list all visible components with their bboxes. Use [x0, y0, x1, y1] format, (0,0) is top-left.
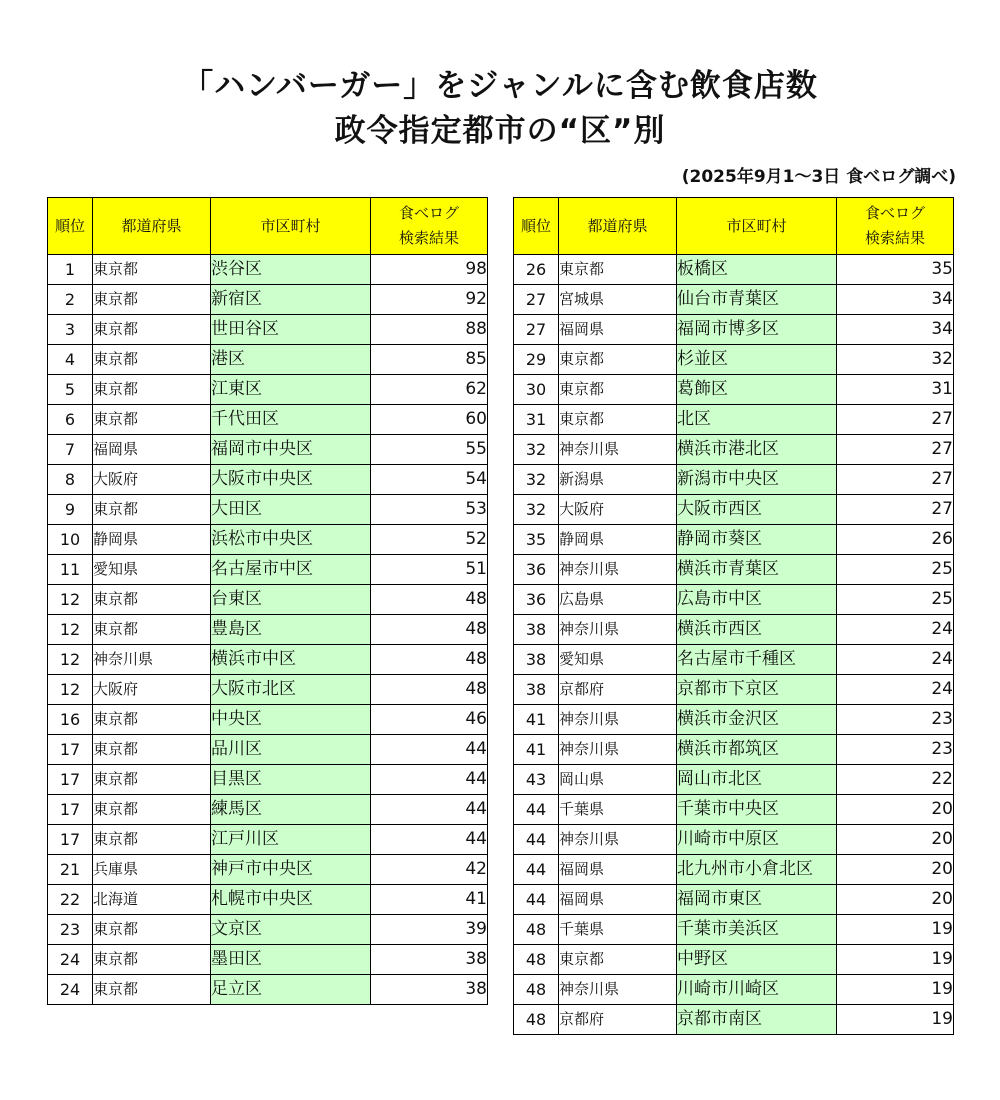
city-cell: 新潟市中央区 — [677, 465, 837, 495]
count-cell: 60 — [371, 405, 488, 435]
rank-cell: 41 — [514, 705, 559, 735]
rank-cell: 43 — [514, 765, 559, 795]
rank-cell: 17 — [48, 765, 93, 795]
prefecture-cell: 東京都 — [93, 795, 211, 825]
table-row — [514, 465, 954, 495]
city-cell: 江戸川区 — [211, 825, 371, 855]
table-row — [514, 975, 954, 1005]
count-cell: 24 — [837, 645, 954, 675]
rank-cell: 12 — [48, 645, 93, 675]
city-cell: 豊島区 — [211, 615, 371, 645]
rank-cell: 38 — [514, 675, 559, 705]
rank-cell: 9 — [48, 495, 93, 525]
city-cell: 福岡市博多区 — [677, 315, 837, 345]
city-cell: 葛飾区 — [677, 375, 837, 405]
rank-cell: 8 — [48, 465, 93, 495]
table-row — [48, 825, 488, 855]
city-cell: 名古屋市千種区 — [677, 645, 837, 675]
count-cell: 48 — [371, 615, 488, 645]
count-cell: 24 — [837, 675, 954, 705]
city-cell: 港区 — [211, 345, 371, 375]
table-row — [48, 885, 488, 915]
table-row — [48, 405, 488, 435]
rank-cell: 48 — [514, 915, 559, 945]
prefecture-cell: 東京都 — [93, 825, 211, 855]
table-row — [514, 1005, 954, 1035]
city-cell: 横浜市港北区 — [677, 435, 837, 465]
city-cell: 中野区 — [677, 945, 837, 975]
city-cell: 横浜市西区 — [677, 615, 837, 645]
rank-cell: 24 — [48, 945, 93, 975]
prefecture-cell: 岡山県 — [559, 765, 677, 795]
city-cell: 川崎市中原区 — [677, 825, 837, 855]
rank-cell: 32 — [514, 435, 559, 465]
table-row — [48, 675, 488, 705]
rank-cell: 32 — [514, 465, 559, 495]
rank-cell: 6 — [48, 405, 93, 435]
city-cell: 神戸市中央区 — [211, 855, 371, 885]
rank-cell: 44 — [514, 855, 559, 885]
header-count-line1: 食べログ — [398, 204, 459, 222]
count-cell: 44 — [371, 765, 488, 795]
prefecture-cell: 東京都 — [93, 315, 211, 345]
rank-cell: 44 — [514, 795, 559, 825]
table-row — [48, 975, 488, 1005]
table-row — [514, 495, 954, 525]
city-cell: 品川区 — [211, 735, 371, 765]
rank-cell: 44 — [514, 825, 559, 855]
table-row — [514, 405, 954, 435]
count-cell: 48 — [371, 645, 488, 675]
rank-cell: 27 — [514, 315, 559, 345]
prefecture-cell: 東京都 — [93, 285, 211, 315]
table-row — [514, 645, 954, 675]
prefecture-cell: 福岡県 — [93, 435, 211, 465]
rank-cell: 4 — [48, 345, 93, 375]
count-cell: 19 — [837, 915, 954, 945]
city-cell: 練馬区 — [211, 795, 371, 825]
city-cell: 墨田区 — [211, 945, 371, 975]
rank-cell: 31 — [514, 405, 559, 435]
count-cell: 27 — [837, 465, 954, 495]
city-cell: 静岡市葵区 — [677, 525, 837, 555]
city-cell: 横浜市都筑区 — [677, 735, 837, 765]
prefecture-cell: 東京都 — [93, 585, 211, 615]
rank-cell: 10 — [48, 525, 93, 555]
count-cell: 32 — [837, 345, 954, 375]
city-cell: 世田谷区 — [211, 315, 371, 345]
table-row — [514, 255, 954, 285]
count-cell: 27 — [837, 405, 954, 435]
header-count-line2: 検索結果 — [864, 229, 925, 247]
city-cell: 岡山市北区 — [677, 765, 837, 795]
table-row — [48, 705, 488, 735]
count-cell: 38 — [371, 975, 488, 1005]
table-row — [514, 675, 954, 705]
count-cell: 23 — [837, 705, 954, 735]
prefecture-cell: 東京都 — [93, 945, 211, 975]
count-cell: 31 — [837, 375, 954, 405]
city-cell: 仙台市青葉区 — [677, 285, 837, 315]
count-cell: 44 — [371, 735, 488, 765]
rank-cell: 29 — [514, 345, 559, 375]
table-row — [514, 855, 954, 885]
city-cell: 横浜市金沢区 — [677, 705, 837, 735]
city-cell: 中央区 — [211, 705, 371, 735]
rank-cell: 3 — [48, 315, 93, 345]
rank-cell: 1 — [48, 255, 93, 285]
header-rank: 順位 — [514, 198, 559, 255]
city-cell: 大阪市中央区 — [211, 465, 371, 495]
rank-cell: 12 — [48, 615, 93, 645]
prefecture-cell: 大阪府 — [559, 495, 677, 525]
rank-cell: 12 — [48, 675, 93, 705]
count-cell: 46 — [371, 705, 488, 735]
prefecture-cell: 東京都 — [93, 915, 211, 945]
prefecture-cell: 大阪府 — [93, 675, 211, 705]
table-row — [48, 945, 488, 975]
count-cell: 98 — [371, 255, 488, 285]
count-cell: 27 — [837, 495, 954, 525]
prefecture-cell: 福岡県 — [559, 885, 677, 915]
count-cell: 88 — [371, 315, 488, 345]
count-cell: 19 — [837, 975, 954, 1005]
ranking-body-left — [48, 255, 488, 1005]
header-count — [371, 198, 488, 255]
header-city: 市区町村 — [211, 198, 371, 255]
ranking-body-right — [514, 255, 954, 1035]
table-row — [514, 705, 954, 735]
header-rank: 順位 — [48, 198, 93, 255]
city-cell: 横浜市中区 — [211, 645, 371, 675]
table-row — [48, 555, 488, 585]
prefecture-cell: 愛知県 — [559, 645, 677, 675]
rank-cell: 5 — [48, 375, 93, 405]
table-row — [48, 795, 488, 825]
rank-cell: 23 — [48, 915, 93, 945]
table-row — [514, 525, 954, 555]
prefecture-cell: 東京都 — [559, 375, 677, 405]
rank-cell: 27 — [514, 285, 559, 315]
count-cell: 20 — [837, 885, 954, 915]
city-cell: 札幌市中央区 — [211, 885, 371, 915]
city-cell: 千葉市美浜区 — [677, 915, 837, 945]
rank-cell: 17 — [48, 825, 93, 855]
count-cell: 20 — [837, 795, 954, 825]
city-cell: 川崎市川崎区 — [677, 975, 837, 1005]
city-cell: 文京区 — [211, 915, 371, 945]
table-row — [514, 765, 954, 795]
city-cell: 千葉市中央区 — [677, 795, 837, 825]
count-cell: 25 — [837, 555, 954, 585]
city-cell: 福岡市東区 — [677, 885, 837, 915]
table-row — [514, 825, 954, 855]
table-row — [48, 525, 488, 555]
prefecture-cell: 神奈川県 — [93, 645, 211, 675]
prefecture-cell: 東京都 — [93, 345, 211, 375]
table-row — [514, 915, 954, 945]
prefecture-cell: 東京都 — [559, 945, 677, 975]
header-city: 市区町村 — [677, 198, 837, 255]
city-cell: 浜松市中央区 — [211, 525, 371, 555]
table-row — [514, 345, 954, 375]
city-cell: 広島市中区 — [677, 585, 837, 615]
rank-cell: 17 — [48, 735, 93, 765]
city-cell: 目黒区 — [211, 765, 371, 795]
city-cell: 京都市下京区 — [677, 675, 837, 705]
table-row — [514, 885, 954, 915]
count-cell: 44 — [371, 795, 488, 825]
ranking-table-left — [47, 197, 488, 1005]
header-row — [514, 198, 954, 255]
prefecture-cell: 東京都 — [93, 975, 211, 1005]
page-subtitle: 政令指定都市の“区”別 — [334, 113, 666, 149]
count-cell: 62 — [371, 375, 488, 405]
count-cell: 39 — [371, 915, 488, 945]
table-row — [514, 945, 954, 975]
city-cell: 江東区 — [211, 375, 371, 405]
prefecture-cell: 東京都 — [93, 255, 211, 285]
header-prefecture: 都道府県 — [559, 198, 677, 255]
prefecture-cell: 兵庫県 — [93, 855, 211, 885]
count-cell: 92 — [371, 285, 488, 315]
city-cell: 北区 — [677, 405, 837, 435]
city-cell: 京都市南区 — [677, 1005, 837, 1035]
page-title: 「ハンバーガー」をジャンルに含む飲食店数 — [182, 68, 818, 104]
count-cell: 41 — [371, 885, 488, 915]
rank-cell: 21 — [48, 855, 93, 885]
table-row — [48, 735, 488, 765]
count-cell: 48 — [371, 585, 488, 615]
prefecture-cell: 東京都 — [93, 615, 211, 645]
prefecture-cell: 東京都 — [93, 375, 211, 405]
city-cell: 板橋区 — [677, 255, 837, 285]
prefecture-cell: 千葉県 — [559, 795, 677, 825]
prefecture-cell: 千葉県 — [559, 915, 677, 945]
rank-cell: 48 — [514, 945, 559, 975]
prefecture-cell: 東京都 — [93, 495, 211, 525]
count-cell: 53 — [371, 495, 488, 525]
count-cell: 52 — [371, 525, 488, 555]
table-row — [514, 285, 954, 315]
rank-cell: 44 — [514, 885, 559, 915]
table-row — [48, 345, 488, 375]
table-row — [48, 615, 488, 645]
count-cell: 19 — [837, 945, 954, 975]
rank-cell: 2 — [48, 285, 93, 315]
count-cell: 38 — [371, 945, 488, 975]
table-row — [48, 915, 488, 945]
prefecture-cell: 東京都 — [559, 405, 677, 435]
rank-cell: 32 — [514, 495, 559, 525]
table-row — [514, 375, 954, 405]
prefecture-cell: 京都府 — [559, 1005, 677, 1035]
rank-cell: 26 — [514, 255, 559, 285]
city-cell: 杉並区 — [677, 345, 837, 375]
prefecture-cell: 新潟県 — [559, 465, 677, 495]
city-cell: 新宿区 — [211, 285, 371, 315]
count-cell: 54 — [371, 465, 488, 495]
rank-cell: 36 — [514, 555, 559, 585]
rank-cell: 30 — [514, 375, 559, 405]
rank-cell: 12 — [48, 585, 93, 615]
table-row — [48, 855, 488, 885]
rank-cell: 38 — [514, 645, 559, 675]
prefecture-cell: 福岡県 — [559, 855, 677, 885]
prefecture-cell: 福岡県 — [559, 315, 677, 345]
count-cell: 34 — [837, 285, 954, 315]
rank-cell: 41 — [514, 735, 559, 765]
prefecture-cell: 宮城県 — [559, 285, 677, 315]
rank-cell: 38 — [514, 615, 559, 645]
prefecture-cell: 北海道 — [93, 885, 211, 915]
city-cell: 台東区 — [211, 585, 371, 615]
count-cell: 48 — [371, 675, 488, 705]
table-row — [48, 435, 488, 465]
rank-cell: 22 — [48, 885, 93, 915]
prefecture-cell: 東京都 — [559, 255, 677, 285]
prefecture-cell: 静岡県 — [559, 525, 677, 555]
city-cell: 大阪市西区 — [677, 495, 837, 525]
rank-cell: 17 — [48, 795, 93, 825]
prefecture-cell: 東京都 — [93, 405, 211, 435]
rank-cell: 11 — [48, 555, 93, 585]
prefecture-cell: 京都府 — [559, 675, 677, 705]
prefecture-cell: 愛知県 — [93, 555, 211, 585]
count-cell: 24 — [837, 615, 954, 645]
count-cell: 19 — [837, 1005, 954, 1035]
prefecture-cell: 静岡県 — [93, 525, 211, 555]
count-cell: 22 — [837, 765, 954, 795]
prefecture-cell: 東京都 — [93, 735, 211, 765]
prefecture-cell: 神奈川県 — [559, 975, 677, 1005]
prefecture-cell: 東京都 — [93, 705, 211, 735]
count-cell: 51 — [371, 555, 488, 585]
rank-cell: 36 — [514, 585, 559, 615]
rank-cell: 35 — [514, 525, 559, 555]
table-row — [48, 645, 488, 675]
table-row — [48, 495, 488, 525]
city-cell: 北九州市小倉北区 — [677, 855, 837, 885]
table-row — [48, 585, 488, 615]
prefecture-cell: 神奈川県 — [559, 615, 677, 645]
source-note: (2025年9月1～3日 食べログ調べ) — [681, 167, 956, 187]
city-cell: 大阪市北区 — [211, 675, 371, 705]
count-cell: 20 — [837, 825, 954, 855]
count-cell: 35 — [837, 255, 954, 285]
prefecture-cell: 神奈川県 — [559, 735, 677, 765]
prefecture-cell: 広島県 — [559, 585, 677, 615]
city-cell: 名古屋市中区 — [211, 555, 371, 585]
count-cell: 85 — [371, 345, 488, 375]
table-row — [48, 255, 488, 285]
count-cell: 20 — [837, 855, 954, 885]
table-row — [48, 375, 488, 405]
city-cell: 横浜市青葉区 — [677, 555, 837, 585]
table-row — [48, 315, 488, 345]
rank-cell: 24 — [48, 975, 93, 1005]
table-row — [514, 555, 954, 585]
count-cell: 27 — [837, 435, 954, 465]
rank-cell: 48 — [514, 1005, 559, 1035]
header-count-line2: 検索結果 — [398, 229, 459, 247]
header-count-line1: 食べログ — [864, 204, 925, 222]
rank-cell: 7 — [48, 435, 93, 465]
table-row — [514, 735, 954, 765]
prefecture-cell: 大阪府 — [93, 465, 211, 495]
prefecture-cell: 神奈川県 — [559, 825, 677, 855]
city-cell: 大田区 — [211, 495, 371, 525]
count-cell: 34 — [837, 315, 954, 345]
prefecture-cell: 東京都 — [559, 345, 677, 375]
table-row — [514, 435, 954, 465]
count-cell: 26 — [837, 525, 954, 555]
city-cell: 足立区 — [211, 975, 371, 1005]
prefecture-cell: 東京都 — [93, 765, 211, 795]
city-cell: 千代田区 — [211, 405, 371, 435]
count-cell: 42 — [371, 855, 488, 885]
city-cell: 渋谷区 — [211, 255, 371, 285]
ranking-table-right — [513, 197, 954, 1035]
table-row — [48, 465, 488, 495]
table-row — [514, 615, 954, 645]
header-prefecture: 都道府県 — [93, 198, 211, 255]
header-row — [48, 198, 488, 255]
table-row — [514, 315, 954, 345]
header-count — [837, 198, 954, 255]
count-cell: 44 — [371, 825, 488, 855]
rank-cell: 16 — [48, 705, 93, 735]
table-row — [48, 765, 488, 795]
count-cell: 25 — [837, 585, 954, 615]
table-row — [514, 585, 954, 615]
count-cell: 23 — [837, 735, 954, 765]
table-row — [48, 285, 488, 315]
prefecture-cell: 神奈川県 — [559, 435, 677, 465]
city-cell: 福岡市中央区 — [211, 435, 371, 465]
rank-cell: 48 — [514, 975, 559, 1005]
table-row — [514, 795, 954, 825]
prefecture-cell: 神奈川県 — [559, 705, 677, 735]
count-cell: 55 — [371, 435, 488, 465]
prefecture-cell: 神奈川県 — [559, 555, 677, 585]
